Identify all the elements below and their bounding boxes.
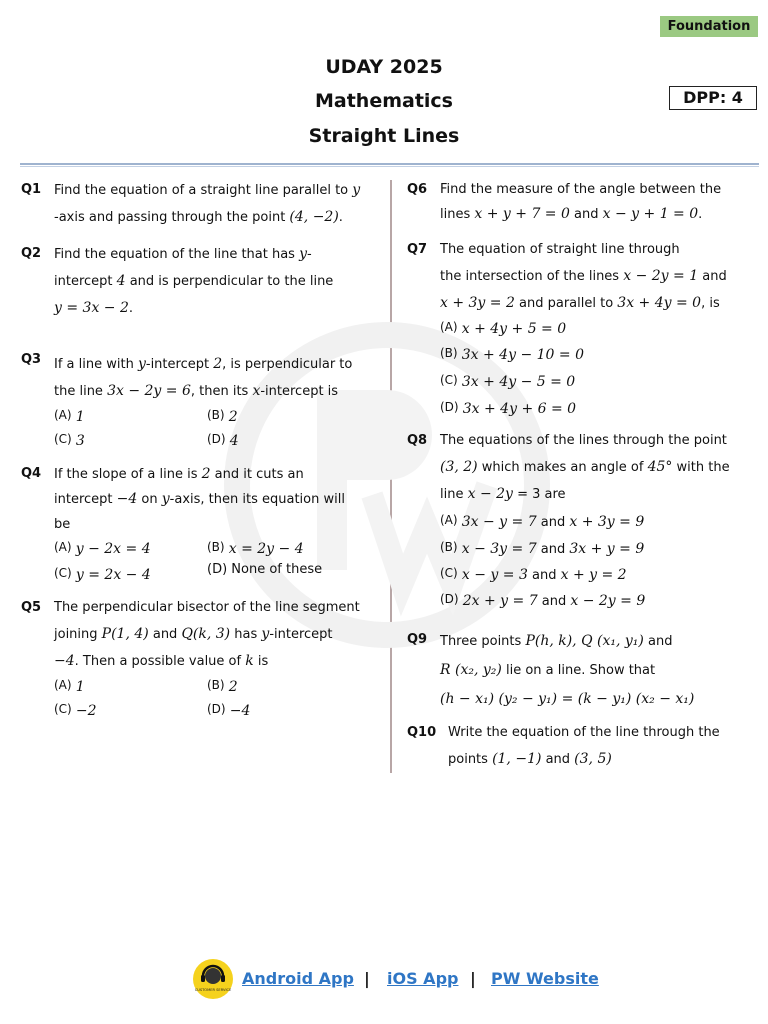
option-c: (C) −2 xyxy=(54,702,97,719)
question-number: Q1 xyxy=(21,182,42,197)
pw-website-link[interactable]: PW Website xyxy=(491,969,599,988)
chapter-title: Straight Lines xyxy=(308,125,460,147)
footer-links xyxy=(0,966,768,996)
question-number: Q5 xyxy=(21,600,42,615)
option-a: (A) 3x − y = 7 and x + 3y = 9 xyxy=(440,513,645,530)
question-number: Q4 xyxy=(21,466,42,481)
question-number: Q3 xyxy=(21,352,42,367)
dpp-box: DPP: 4 xyxy=(669,86,757,110)
option-a: (A) x + 4y + 5 = 0 xyxy=(440,320,567,337)
option-c: (C) y = 2x − 4 xyxy=(54,566,151,583)
option-b: (B) x − 3y = 7 and 3x + y = 9 xyxy=(440,540,645,557)
option-c: (C) x − y = 3 and x + y = 2 xyxy=(440,566,627,583)
question-q7-text: The equation of straight line through the intersection of the lines x − 2y = 1 and x + 3y = 2 and parallel to 3x + 4y = 0, is xyxy=(440,242,727,311)
question-q6-text: Find the measure of the angle between the lines x + y + 7 = 0 and x − y + 1 = 0. xyxy=(440,182,722,222)
question-number: Q10 xyxy=(407,725,437,740)
android-app-link[interactable]: Android App xyxy=(242,969,354,988)
question-q8-text: The equations of the lines through the point (3, 2) which makes an angle of 45° with the line x − 2y = 3 are xyxy=(440,433,730,502)
option-b: (B) x = 2y − 4 xyxy=(207,540,304,557)
option-a: (A) y − 2x = 4 xyxy=(54,540,151,557)
question-q1-text: Find the equation of a straight line parallel to y -axis and passing through the point (4, −2). xyxy=(54,182,361,225)
question-q9-text: Three points P(h, k), Q (x₁, y₁) and R (x₂, y₂) lie on a line. Show that (h − x₁) (y₂ − y₁) = (k − y₁) (x₂ − x₁) xyxy=(440,633,695,707)
option-b: (B) 2 xyxy=(207,678,238,695)
subject-title: Mathematics xyxy=(314,90,453,112)
option-b: (B) 3x + 4y − 10 = 0 xyxy=(440,346,584,363)
option-d: (D) 3x + 4y + 6 = 0 xyxy=(440,400,577,417)
question-number: Q2 xyxy=(21,246,42,261)
ios-app-link[interactable]: iOS App xyxy=(387,969,459,988)
option-d: (D) −4 xyxy=(207,702,251,719)
question-number: Q7 xyxy=(407,242,428,257)
question-number: Q6 xyxy=(407,182,428,197)
option-b: (B) 2 xyxy=(207,408,238,425)
question-number: Q8 xyxy=(407,433,428,448)
question-q4-text: If the slope of a line is 2 and it cuts an intercept −4 on y-axis, then its equation will be xyxy=(54,466,345,532)
option-d: (D) None of these xyxy=(207,562,323,577)
option-d: (D) 2x + y = 7 and x − 2y = 9 xyxy=(440,592,646,609)
question-q10-text: Write the equation of the line through the points (1, −1) and (3, 5) xyxy=(448,725,720,767)
svg-text:CUSTOMER SERVICE: CUSTOMER SERVICE xyxy=(194,988,232,992)
option-a: (A) 1 xyxy=(54,678,85,695)
footer-separator: | xyxy=(470,969,476,988)
option-a: (A) 1 xyxy=(54,408,85,425)
question-q5-text: The perpendicular bisector of the line segment joining P(1, 4) and Q(k, 3) has y-intercept −4. Then a possible value of k is xyxy=(54,600,360,669)
question-q3-text: If a line with y-intercept 2, is perpendicular to the line 3x − 2y = 6, then its x-intercept is xyxy=(54,356,353,399)
header-divider xyxy=(20,163,759,165)
level-badge: Foundation xyxy=(660,16,758,37)
header-divider-shadow xyxy=(20,166,759,167)
series-title: UDAY 2025 xyxy=(325,56,443,78)
option-d: (D) 4 xyxy=(207,432,239,449)
question-q2-text: Find the equation of the line that has y- intercept 4 and is perpendicular to the line y = 3x − 2. xyxy=(54,246,334,316)
footer-separator: | xyxy=(364,969,370,988)
customer-service-icon xyxy=(192,958,234,1000)
question-number: Q9 xyxy=(407,632,428,647)
option-c: (C) 3x + 4y − 5 = 0 xyxy=(440,373,576,390)
option-c: (C) 3 xyxy=(54,432,85,449)
